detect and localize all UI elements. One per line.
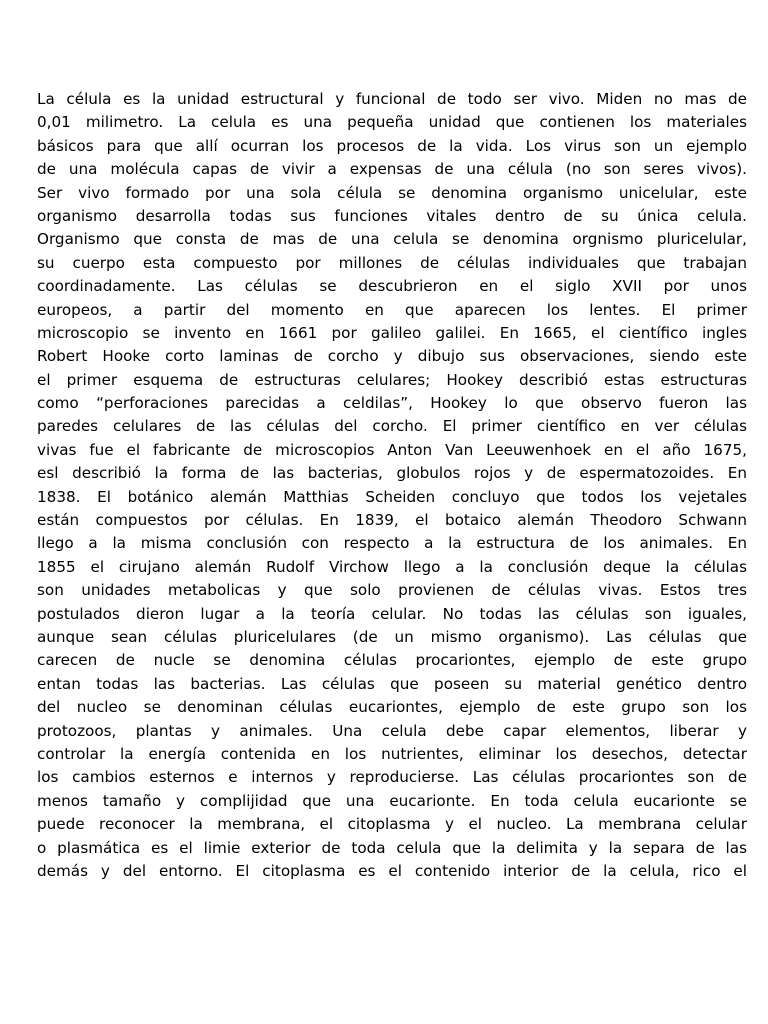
text-line: son unidades metabolicas y que solo provienen de células vivas. Estos tres xyxy=(37,581,747,600)
text-line: paredes celulares de las células del corcho. El primer científico en ver células xyxy=(37,417,747,436)
text-line: o plasmática es el limie exterior de toda celula que la delimita y la separa de las xyxy=(37,838,747,857)
text-line: 1855 el cirujano alemán Rudolf Virchow llego a la conclusión deque la células xyxy=(37,557,747,576)
text-line: organismo desarrolla todas sus funciones vitales dentro de su única celula. xyxy=(37,206,747,225)
text-line: su cuerpo esta compuesto por millones de células individuales que trabajan xyxy=(37,253,747,272)
text-line: europeos, a partir del momento en que aparecen los lentes. El primer xyxy=(37,300,747,319)
text-line: 0,01 milimetro. La celula es una pequeña unidad que contienen los materiales xyxy=(37,113,747,132)
text-line: de una molécula capas de vivir a expensas de una célula (no son seres vivos). xyxy=(37,160,747,179)
text-line: postulados dieron lugar a la teoría celular. No todas las células son iguales, xyxy=(37,604,747,623)
text-line: están compuestos por células. En 1839, el botaico alemán Theodoro Schwann xyxy=(37,511,747,530)
text-line: Ser vivo formado por una sola célula se denomina organismo unicelular, este xyxy=(37,183,747,202)
text-line: puede reconocer la membrana, el citoplasma y el nucleo. La membrana celular xyxy=(37,815,747,834)
text-line: coordinadamente. Las células se descubrieron en el siglo XVII por unos xyxy=(37,277,747,296)
text-line: demás y del entorno. El citoplasma es el contenido interior de la celula, rico el xyxy=(37,861,747,880)
text-line: microscopio se invento en 1661 por galileo galilei. En 1665, el científico ingles xyxy=(37,323,747,342)
text-line: esl describió la forma de las bacterias, globulos rojos y de espermatozoides. En xyxy=(37,464,747,483)
text-line: 1838. El botánico alemán Matthias Scheiden concluyo que todos los vejetales xyxy=(37,487,747,506)
text-line: el primer esquema de estructuras celulares; Hookey describió estas estructuras xyxy=(37,370,747,389)
text-line: controlar la energía contenida en los nutrientes, eliminar los desechos, detectar xyxy=(37,744,747,763)
text-line: protozoos, plantas y animales. Una celula debe capar elementos, liberar y xyxy=(37,721,747,740)
text-line: menos tamaño y complijidad que una eucarionte. En toda celula eucarionte se xyxy=(37,791,747,810)
text-line: La célula es la unidad estructural y funcional de todo ser vivo. Miden no mas de xyxy=(37,90,747,108)
text-line: vivas fue el fabricante de microscopios Anton Van Leeuwenhoek en el año 1675, xyxy=(37,440,747,459)
text-line: entan todas las bacterias. Las células que poseen su material genético dentro xyxy=(37,674,747,693)
text-line: Organismo que consta de mas de una celula se denomina orgnismo pluricelular, xyxy=(37,230,747,249)
text-line: aunque sean células pluricelulares (de un mismo organismo). Las células que xyxy=(37,627,747,646)
text-line: básicos para que allí ocurran los procesos de la vida. Los virus son un ejemplo xyxy=(37,136,747,155)
text-line: carecen de nucle se denomina células procariontes, ejemplo de este grupo xyxy=(37,651,747,670)
text-line: los cambios esternos e internos y reproducierse. Las células procariontes son de xyxy=(37,768,747,787)
body-paragraph xyxy=(37,88,747,883)
text-line: como “perforaciones parecidas a celdilas”, Hookey lo que observo fueron las xyxy=(37,394,747,413)
text-line: llego a la misma conclusión con respecto a la estructura de los animales. En xyxy=(37,534,747,553)
text-line: del nucleo se denominan células eucariontes, ejemplo de este grupo son los xyxy=(37,698,747,717)
text-line: Robert Hooke corto laminas de corcho y dibujo sus observaciones, siendo este xyxy=(37,347,747,366)
